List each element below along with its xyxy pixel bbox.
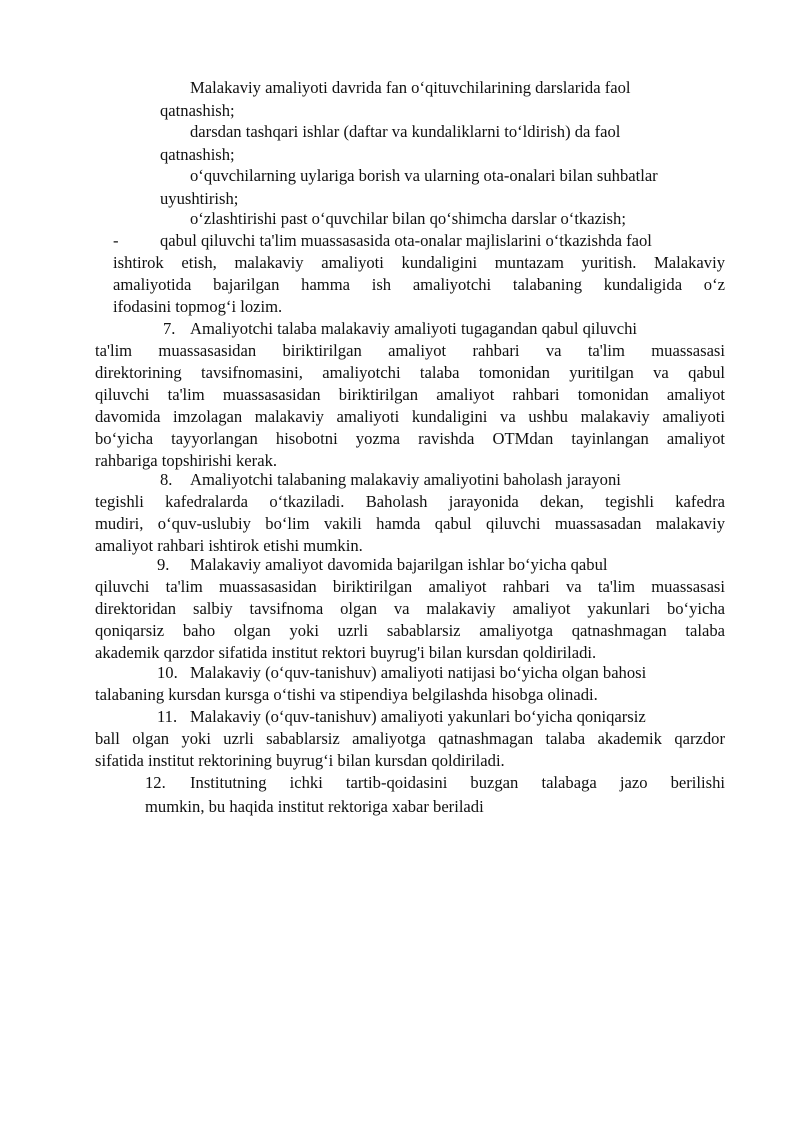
item-9-line-1: Malakaviy amaliyot davomida bajarilgan ishlar bo‘yicha qabul — [190, 555, 608, 574]
item-11-line-2: ball olgan yoki uzrli sabablarsiz amaliyotga qatnashmagan talaba akademik qarzdor — [95, 729, 725, 748]
item-7-line-4: qiluvchi ta'lim muassasasidan biriktirilgan amaliyot rahbari tomonidan amaliyot — [95, 385, 725, 404]
item-7-line-7: rahbariga topshirishi kerak. — [95, 451, 278, 470]
item-8-line-3: mudiri, o‘quv-uslubiy bo‘lim vakili hamda qabul qiluvchi muassasadan malakaviy — [95, 514, 725, 533]
item-7-line-2: ta'lim muassasasidan biriktirilgan amaliyot rahbari va ta'lim muassasasi — [95, 341, 725, 360]
bullet-1-line-2: qatnashish; — [160, 101, 235, 120]
item-8-line-1: Amaliyotchi talabaning malakaviy amaliyotini baholash jarayoni — [190, 470, 621, 489]
item-12-number: 12. — [145, 773, 166, 792]
bullet-2-line-1: darsdan tashqari ishlar (daftar va kundaliklarni to‘ldirish) da faol — [190, 122, 621, 141]
item-9-line-3: direktoridan salbiy tavsifnoma olgan va malakaviy amaliyot yakunlari bo‘yicha — [95, 599, 725, 618]
item-11-line-1: Malakaviy (o‘quv-tanishuv) amaliyoti yakunlari bo‘yicha qoniqarsiz — [190, 707, 646, 726]
item-12-line-2: mumkin, bu haqida institut rektoriga xabar beriladi — [145, 797, 484, 816]
item-9-line-4: qoniqarsiz baho olgan yoki uzrli sabablarsiz amaliyotga qatnashmagan talaba — [95, 621, 725, 640]
item-7-number: 7. — [163, 319, 176, 338]
bullet-4-line-1: o‘zlashtirishi past o‘quvchilar bilan qo‘shimcha darslar o‘tkazish; — [190, 209, 626, 228]
item-7-line-6: bo‘yicha tayyorlangan hisobotni yozma ravishda OTMdan tayinlangan amaliyot — [95, 429, 725, 448]
bullet-1-line-1: Malakaviy amaliyoti davrida fan o‘qituvchilarining darslarida faol — [190, 78, 631, 97]
dash-line-1: qabul qiluvchi ta'lim muassasasida ota-onalar majlislarini o‘tkazishda faol — [160, 231, 652, 250]
item-9-line-5: akademik qarzdor sifatida institut rektori buyrug'i bilan kursdan qoldiriladi. — [95, 643, 597, 662]
item-11-number: 11. — [157, 707, 178, 726]
item-7-line-1: Amaliyotchi talaba malakaviy amaliyoti tugagandan qabul qiluvchi — [190, 319, 637, 338]
item-8-line-4: amaliyot rahbari ishtirok etishi mumkin. — [95, 536, 363, 555]
bullet-3-line-1: o‘quvchilarning uylariga borish va ularning ota-onalari bilan suhbatlar — [190, 166, 658, 185]
dash-marker: - — [113, 231, 119, 250]
item-9-number: 9. — [157, 555, 170, 574]
item-8-number: 8. — [160, 470, 173, 489]
bullet-3-line-2: uyushtirish; — [160, 189, 239, 208]
item-9-line-2: qiluvchi ta'lim muassasasidan biriktirilgan amaliyot rahbari va ta'lim muassasasi — [95, 577, 725, 596]
item-10-line-2: talabaning kursdan kursga o‘tishi va stipendiya belgilashda hisobga olinadi. — [95, 685, 598, 704]
item-7-line-3: direktorining tavsifnomasini, amaliyotchi talaba tomonidan yuritilgan va qabul — [95, 363, 725, 382]
bullet-2-line-2: qatnashish; — [160, 145, 235, 164]
item-7-line-5: davomida imzolagan malakaviy amaliyoti kundaligini va ushbu malakaviy amaliyoti — [95, 407, 725, 426]
dash-line-3: amaliyotida bajarilgan hamma ish amaliyotchi talabaning kundaligida o‘z — [113, 275, 725, 294]
item-12-line-1: Institutning ichki tartib-qoidasini buzgan talabaga jazo berilishi — [190, 773, 725, 792]
item-10-line-1: Malakaviy (o‘quv-tanishuv) amaliyoti natijasi bo‘yicha olgan bahosi — [190, 663, 647, 682]
dash-line-2: ishtirok etish, malakaviy amaliyoti kundaligini muntazam yuritish. Malakaviy — [113, 253, 725, 272]
item-10-number: 10. — [157, 663, 178, 682]
dash-line-4: ifodasini topmog‘i lozim. — [113, 297, 283, 316]
item-8-line-2: tegishli kafedralarda o‘tkaziladi. Baholash jarayonida dekan, tegishli kafedra — [95, 492, 725, 511]
item-11-line-3: sifatida institut rektorining buyrug‘i bilan kursdan qoldiriladi. — [95, 751, 505, 770]
